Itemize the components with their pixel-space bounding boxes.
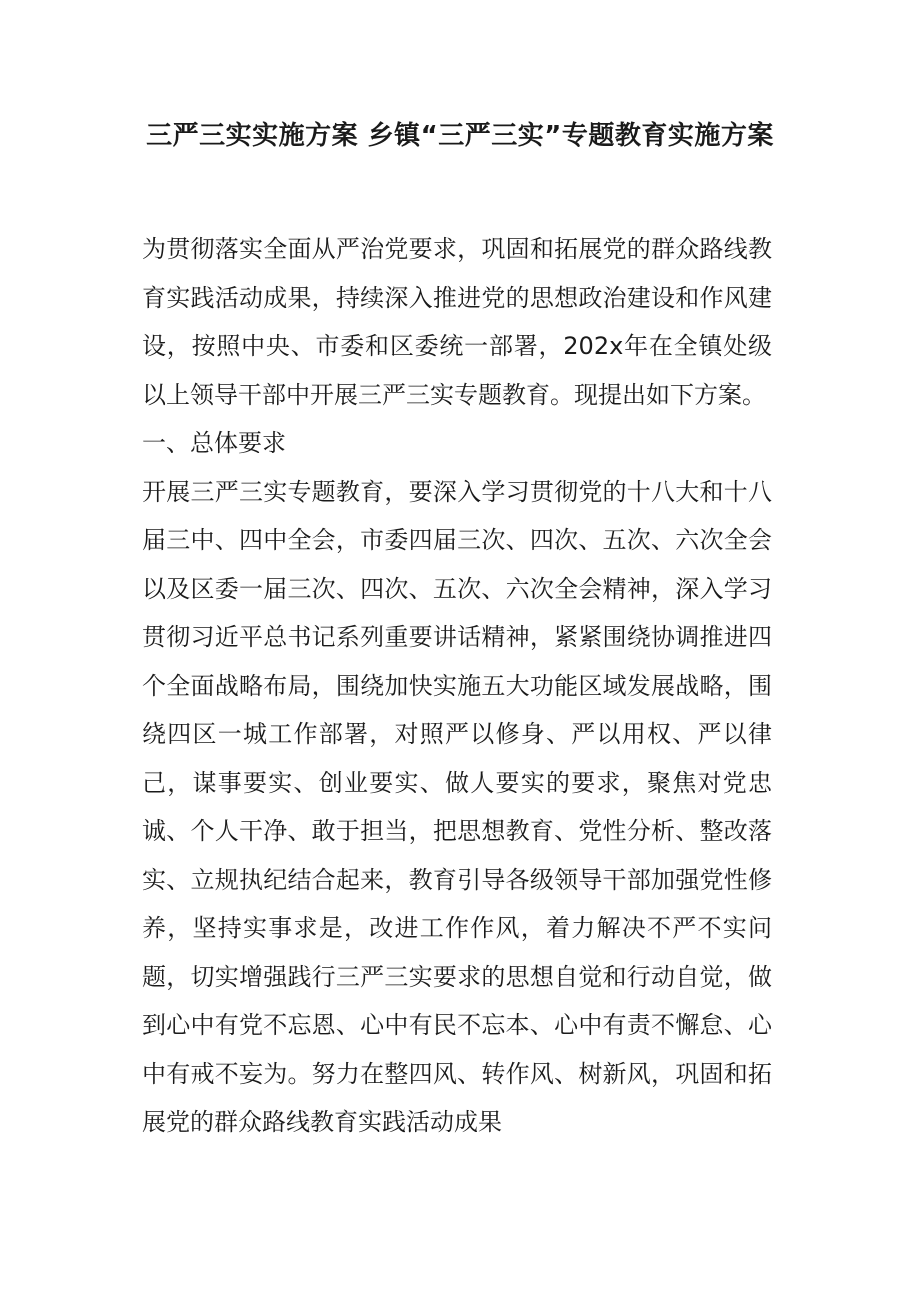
section-heading: 一、总体要求 — [142, 429, 286, 457]
intro-paragraph: 为贯彻落实全面从严治党要求，巩固和拓展党的群众路线教育实践活动成果，持续深入推进党的思想政治建设和作风建设，按照中央、市委和区委统一部署，202x年在全镇处级以上领导干部中开展三严三实专题教育。现提出如下方案。 — [142, 235, 772, 409]
document-body — [142, 225, 772, 1147]
body-paragraph: 开展三严三实专题教育，要深入学习贯彻党的十八大和十八届三中、四中全会，市委四届三次、四次、五次、六次全会以及区委一届三次、四次、五次、六次全会精神，深入学习贯彻习近平总书记系列重要讲话精神，紧紧围绕协调推进四个全面战略布局，围绕加快实施五大功能区域发展战略，围绕四区一城工作部署，对照严以修身、严以用权、严以律己，谋事要实、创业要实、做人要实的要求，聚焦对党忠诚、个人干净、敢于担当，把思想教育、党性分析、整改落实、立规执纪结合起来，教育引导各级领导干部加强党性修养，坚持实事求是，改进工作作风，着力解决不严不实问题，切实增强践行三严三实要求的思想自觉和行动自觉，做到心中有党不忘恩、心中有民不忘本、心中有责不懈怠、心中有戒不妄为。努力在整四风、转作风、树新风，巩固和拓展党的群众路线教育实践活动成果 — [142, 477, 772, 1136]
document-title: 三严三实实施方案 乡镇“三严三实”专题教育实施方案 — [146, 121, 774, 151]
